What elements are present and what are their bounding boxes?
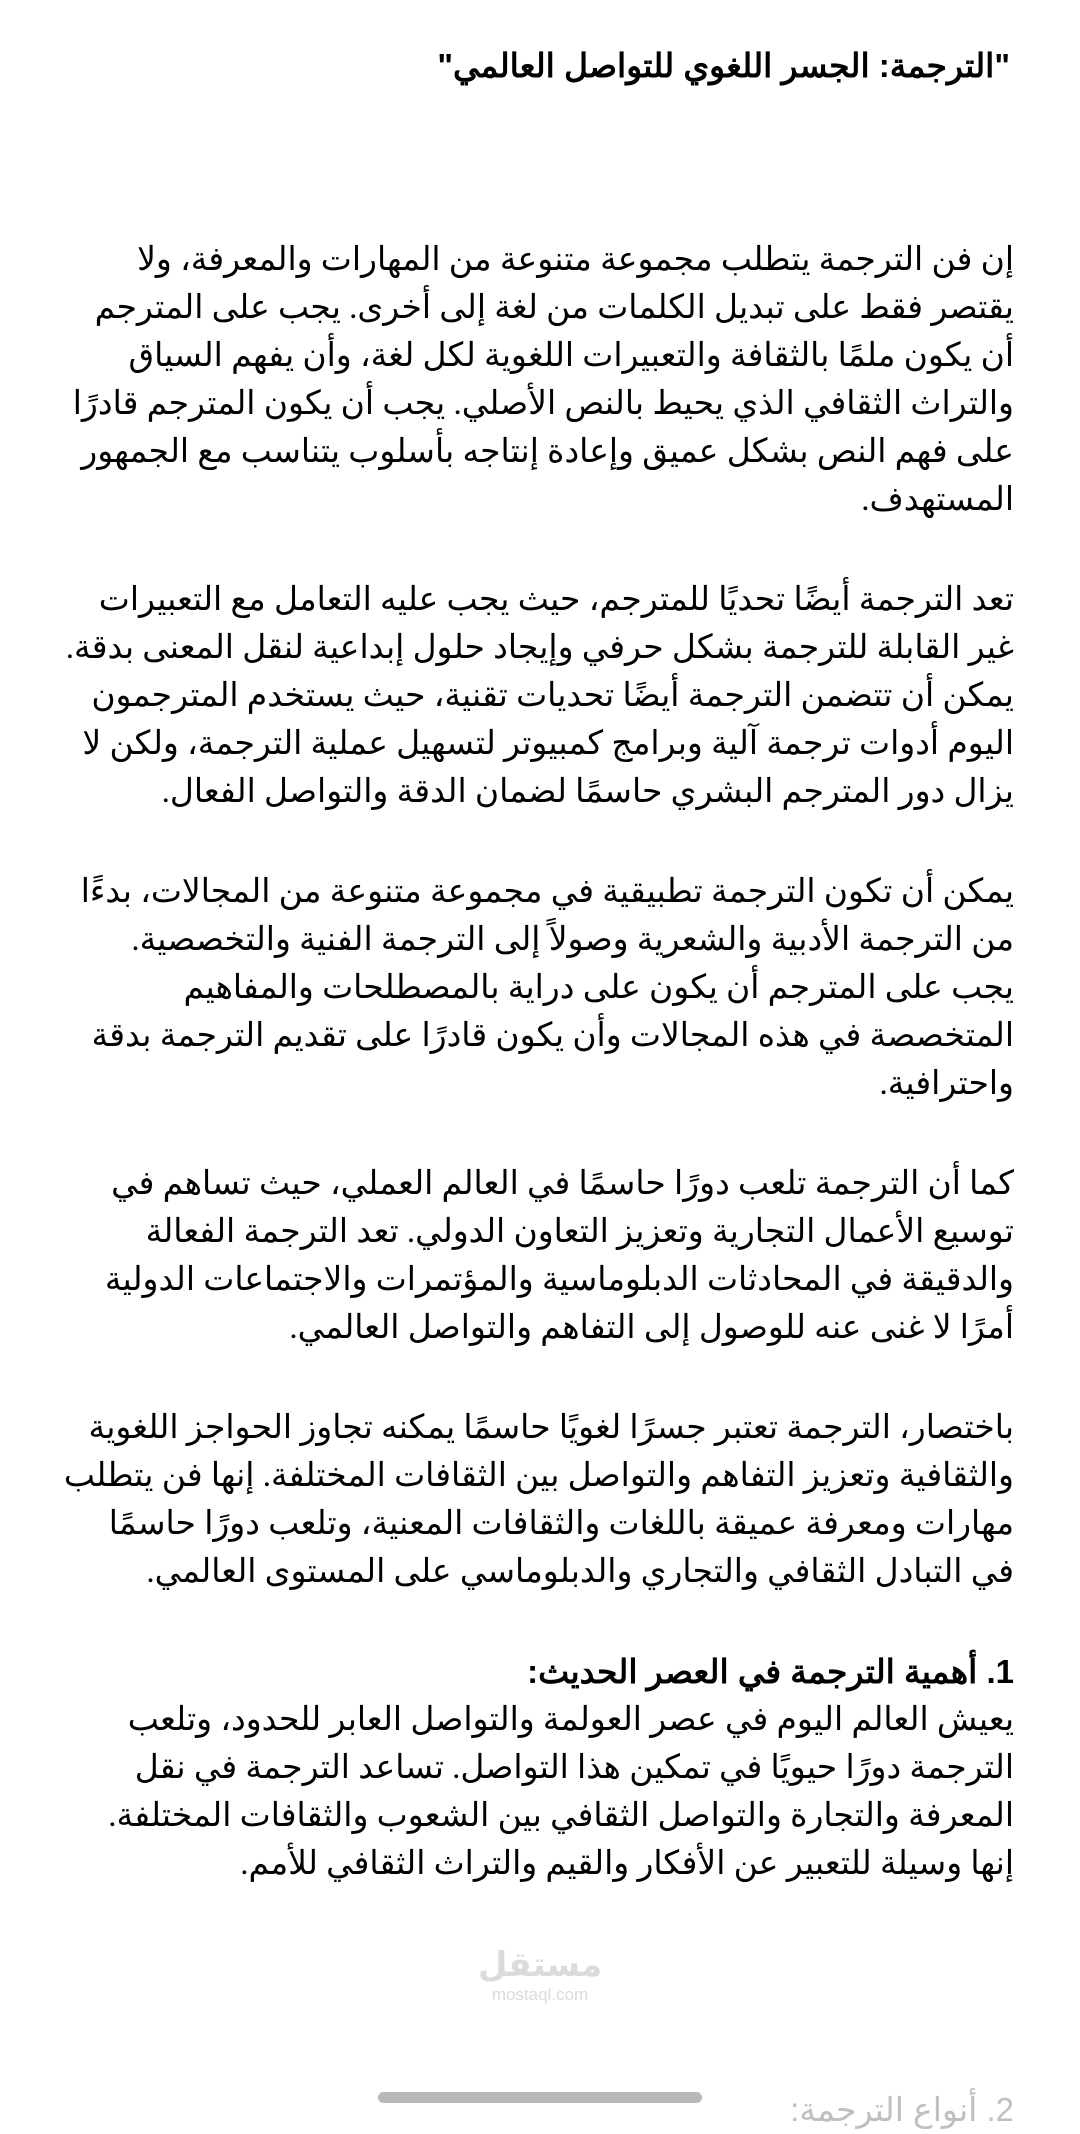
watermark-logo: مستقل xyxy=(477,1945,603,1985)
home-indicator-bar[interactable] xyxy=(378,2092,702,2103)
section-2-heading: 2. أنواع الترجمة: xyxy=(790,2091,1014,2128)
section-1-body: يعيش العالم اليوم في عصر العولمة والتواصل العابر للحدود، وتلعب الترجمة دورًا حيويًا في تمكين هذا التواصل. تساعد الترجمة في نقل المعرفة والتجارة والتواصل الثقافي بين الشعوب والثقافات المختلفة. إنها وسيلة للتعبير عن الأفكار والقيم والتراث الثقافي للأمم. xyxy=(108,1702,1014,1882)
document-title: "الترجمة: الجسر اللغوي للتواصل العالمي" xyxy=(437,47,1010,84)
paragraph-5: باختصار، الترجمة تعتبر جسرًا لغويًا حاسمًا يمكنه تجاوز الحواجز اللغوية والثقافية وتعزيز التفاهم والتواصل بين الثقافات المختلفة. إنها فن يتطلب مهارات ومعرفة عميقة باللغات والثقافات المعنية، وتلعب دورًا حاسمًا في التبادل الثقافي والتجاري والدبلوماسي على المستوى العالمي. xyxy=(63,1410,1014,1590)
watermark-url: mostaql.com xyxy=(491,1985,589,2004)
paragraph-2: تعد الترجمة أيضًا تحديًا للمترجم، حيث يجب عليه التعامل مع التعبيرات غير القابلة للترجمة بشكل حرفي وإيجاد حلول إبداعية لنقل المعنى بدقة. يمكن أن تتضمن الترجمة أيضًا تحديات تقنية، حيث يستخدم المترجمون اليوم أدوات ترجمة آلية وبرامج كمبيوتر لتسهيل عملية الترجمة، ولكن لا يزال دور المترجم البشري حاسمًا لضمان الدقة والتواصل الفعال. xyxy=(65,582,1014,810)
paragraph-1: إن فن الترجمة يتطلب مجموعة متنوعة من المهارات والمعرفة، ولا يقتصر فقط على تبديل الكلمات من لغة إلى أخرى. يجب على المترجم أن يكون ملمًا بالثقافة والتعبيرات اللغوية لكل لغة، وأن يفهم السياق والتراث الثقافي الذي يحيط بالنص الأصلي. يجب أن يكون المترجم قادرًا على فهم النص بشكل عميق وإعادة إنتاجه بأسلوب يتناسب مع الجمهور المستهدف. xyxy=(72,242,1014,518)
section-1-heading: 1. أهمية الترجمة في العصر الحديث: xyxy=(527,1653,1014,1690)
paragraph-3: يمكن أن تكون الترجمة تطبيقية في مجموعة متنوعة من المجالات، بدءًا من الترجمة الأدبية والشعرية وصولاً إلى الترجمة الفنية والتخصصية. يجب على المترجم أن يكون على دراية بالمصطلحات والمفاهيم المتخصصة في هذه المجالات وأن يكون قادرًا على تقديم الترجمة بدقة واحترافية. xyxy=(80,874,1014,1102)
paragraph-4: كما أن الترجمة تلعب دورًا حاسمًا في العالم العملي، حيث تساهم في توسيع الأعمال التجارية وتعزيز التعاون الدولي. تعد الترجمة الفعالة والدقيقة في المحادثات الدبلوماسية والمؤتمرات والاجتماعات الدولية أمرًا لا غنى عنه للوصول إلى التفاهم والتواصل العالمي. xyxy=(104,1166,1014,1346)
